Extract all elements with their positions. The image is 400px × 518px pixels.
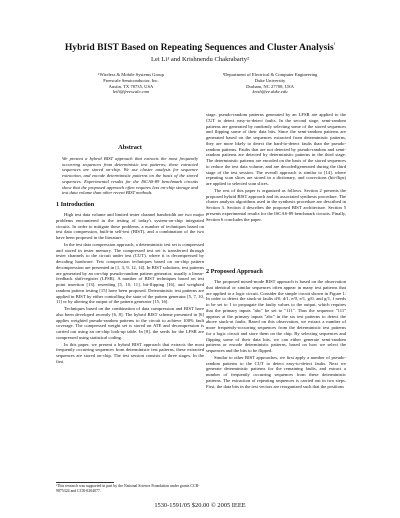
- footnote: ¹This research was supported in part by the National Science Foundation under grants CCR-9875324 and CCR-0204077.: [56, 484, 200, 493]
- paragraph: Similar to other BIST approaches, we first apply a number of pseudo-random patterns to the CUT to detect easy-to-detect faults. Next we generate deterministic patterns for the remaining faults, and extract a number of frequently occurring sequences from these deterministic patterns. The extraction of repeating sequences is carried out in two steps. First, the data bits in the test vectors are reorganized such that the positions: [206, 354, 346, 389]
- introduction-body: [56, 212, 204, 365]
- paragraph: Techniques based on the combination of data compression and BIST have also been developed recently [6, 8]. The hybrid BIST scheme presented in [6] applies weighted pseudo-random patterns to the circuit to achieve 100% fault coverage. The compressed weight set is stored on ATE and decompression is carried out using an on-chip look-up table. In [8], the seeds for the LFSR are compressed using statistical coding.: [56, 306, 204, 340]
- author-email: krish@ee.duke.edu: [252, 89, 288, 95]
- proposed-approach-body: [206, 279, 346, 389]
- paper-title: Hybrid BIST Based on Repeating Sequences and Cluster Analysis$^{^1}$: [64, 42, 336, 53]
- issn-line: 1530-1591/05 $20.00 © 2005 IEEE: [154, 502, 246, 509]
- abstract-heading: Abstract: [118, 144, 142, 151]
- footnote-rule: [56, 482, 114, 483]
- paragraph: The proposed mixed-mode BIST approach is based on the observation that identical or similar sequences often appear in many test patterns that are applied to a logic circuit. Consider the simple circuit shown in Figure 1. In order to detect the stuck-at faults d/0, d/1, e/0, e/1, g/0, and g/1, f needs to be set to 1 to propagate the faulty values to the output, which requires that the primary inputs "abc" be set to "111". Thus the sequence "111" appears at the primary inputs "abc" in the six test patterns to detect the above stuck-at faults. Based on this observation, we extract a number of more frequently-occurring sequences from the deterministic test patterns for a logic circuit and store them on the chip. By selecting sequences and flipping some of their data bits, we can either generate semi-random patterns or encode deterministic patterns, based on how we select the sequences and the bits to be flipped.: [206, 279, 346, 353]
- paragraph: In the test data compression approach, a deterministic test set is compressed and stored in tester memory. The compressed test set is transferred through tester channels to the circuit under test (CUT), where it is decompressed by decoding hardware. Test compression techniques based on on-chip pattern decompression are presented in [1, 3, 9, 12, 14]. In BIST solutions, test patterns are generated by an on-chip pseudo-random pattern generator, usually a linear-feedback shift-register (LFSR). A number of BIST techniques based on test point insertion [13], reseeding [5, 10, 11], bit-flipping [16], and weighted random pattern testing [15] have been proposed. Deterministic test patterns are applied in BIST by either controlling the state of the pattern generator [5, 7, 10, 11] or by altering the output of the pattern generator [15, 16].: [56, 241, 204, 305]
- paragraph: The rest of this paper is organized as follows. Section 2 presents the proposed hybrid BIST approach and its associated synthesis procedure. The cluster analysis algorithms used in the synthesis procedure are described in Section 3. Section 4 describes the proposed BIST architecture. Section 5 presents experimental results for the ISCAS-89 benchmark circuits. Finally, Section 6 concludes the paper.: [206, 187, 346, 222]
- author-email: leili@freescale.com: [112, 89, 150, 95]
- abstract-text: We present a hybrid BIST approach that extracts the most frequently occurring sequences from deterministic test patterns; these extracted sequences are stored on-chip. We use cluster analysis for sequence extraction, and encode deterministic patterns on the basis of the stored sequences. Experimental results for the ISCAS-89 benchmark circuits show that the proposed approach often requires less on-chip storage and test data volume than other recent BIST methods.: [62, 156, 198, 196]
- introduction-continued: [206, 112, 346, 222]
- affiliation-1: ¹Wireless & Mobile Systems Group Freescale Semiconductor, Inc. Austin, TX 78735, USA leili@freescale.com: [56, 72, 206, 95]
- paragraph: High test data volume and limited tester channel bandwidth are two major problems encountered in the testing of today's system-on-chip integrated circuits. In order to mitigate these problems, a number of techniques based on test data compression, built-in self-test (BIST), and a combination of the two have been proposed in the literature.: [56, 212, 204, 240]
- title-footnote-mark: ¹: [333, 42, 336, 48]
- author-list: Lei Li¹ and Krishnendu Chakrabarty²: [150, 56, 250, 63]
- paragraph: In this paper, we present a hybrid BIST approach that extracts the most frequently occurring sequences from deterministic test patterns, these extracted sequences are stored on-chip. The test session consists of three stages. In the first: [56, 341, 204, 364]
- affiliation-2: ²Department of Electrical & Computer Engineering Duke University Durham, NC 27708, USA krish@ee.duke.edu: [195, 72, 345, 95]
- section-heading-introduction: 1 Introduction: [56, 201, 95, 208]
- paragraph: stage, pseudo-random patterns generated by an LFSR are applied to the CUT to detect easy-to-detect faults. In the second stage, semi-random patterns are generated by randomly selecting some of the stored sequences and flipping some of their data bits. Since the semi-random patterns are generated based on the sequences extracted from deterministic patterns, they are more likely to detect the hard-to-detect faults than the pseudo-random patterns. Faults that are not detected by pseudo-random and semi-random patterns are detected by deterministic patterns in the third stage. The deterministic patterns are encoded on the basis of the stored sequences to reduce the test data volume, and are decoded/generated during the third stage of the test session. The overall approach is similar to [14], where repeating scan slices are stored in a dictionary, and corrections (bit-flips) are applied to selected scan slices.: [206, 112, 346, 186]
- section-heading-proposed-approach: 2 Proposed Approach: [206, 268, 263, 275]
